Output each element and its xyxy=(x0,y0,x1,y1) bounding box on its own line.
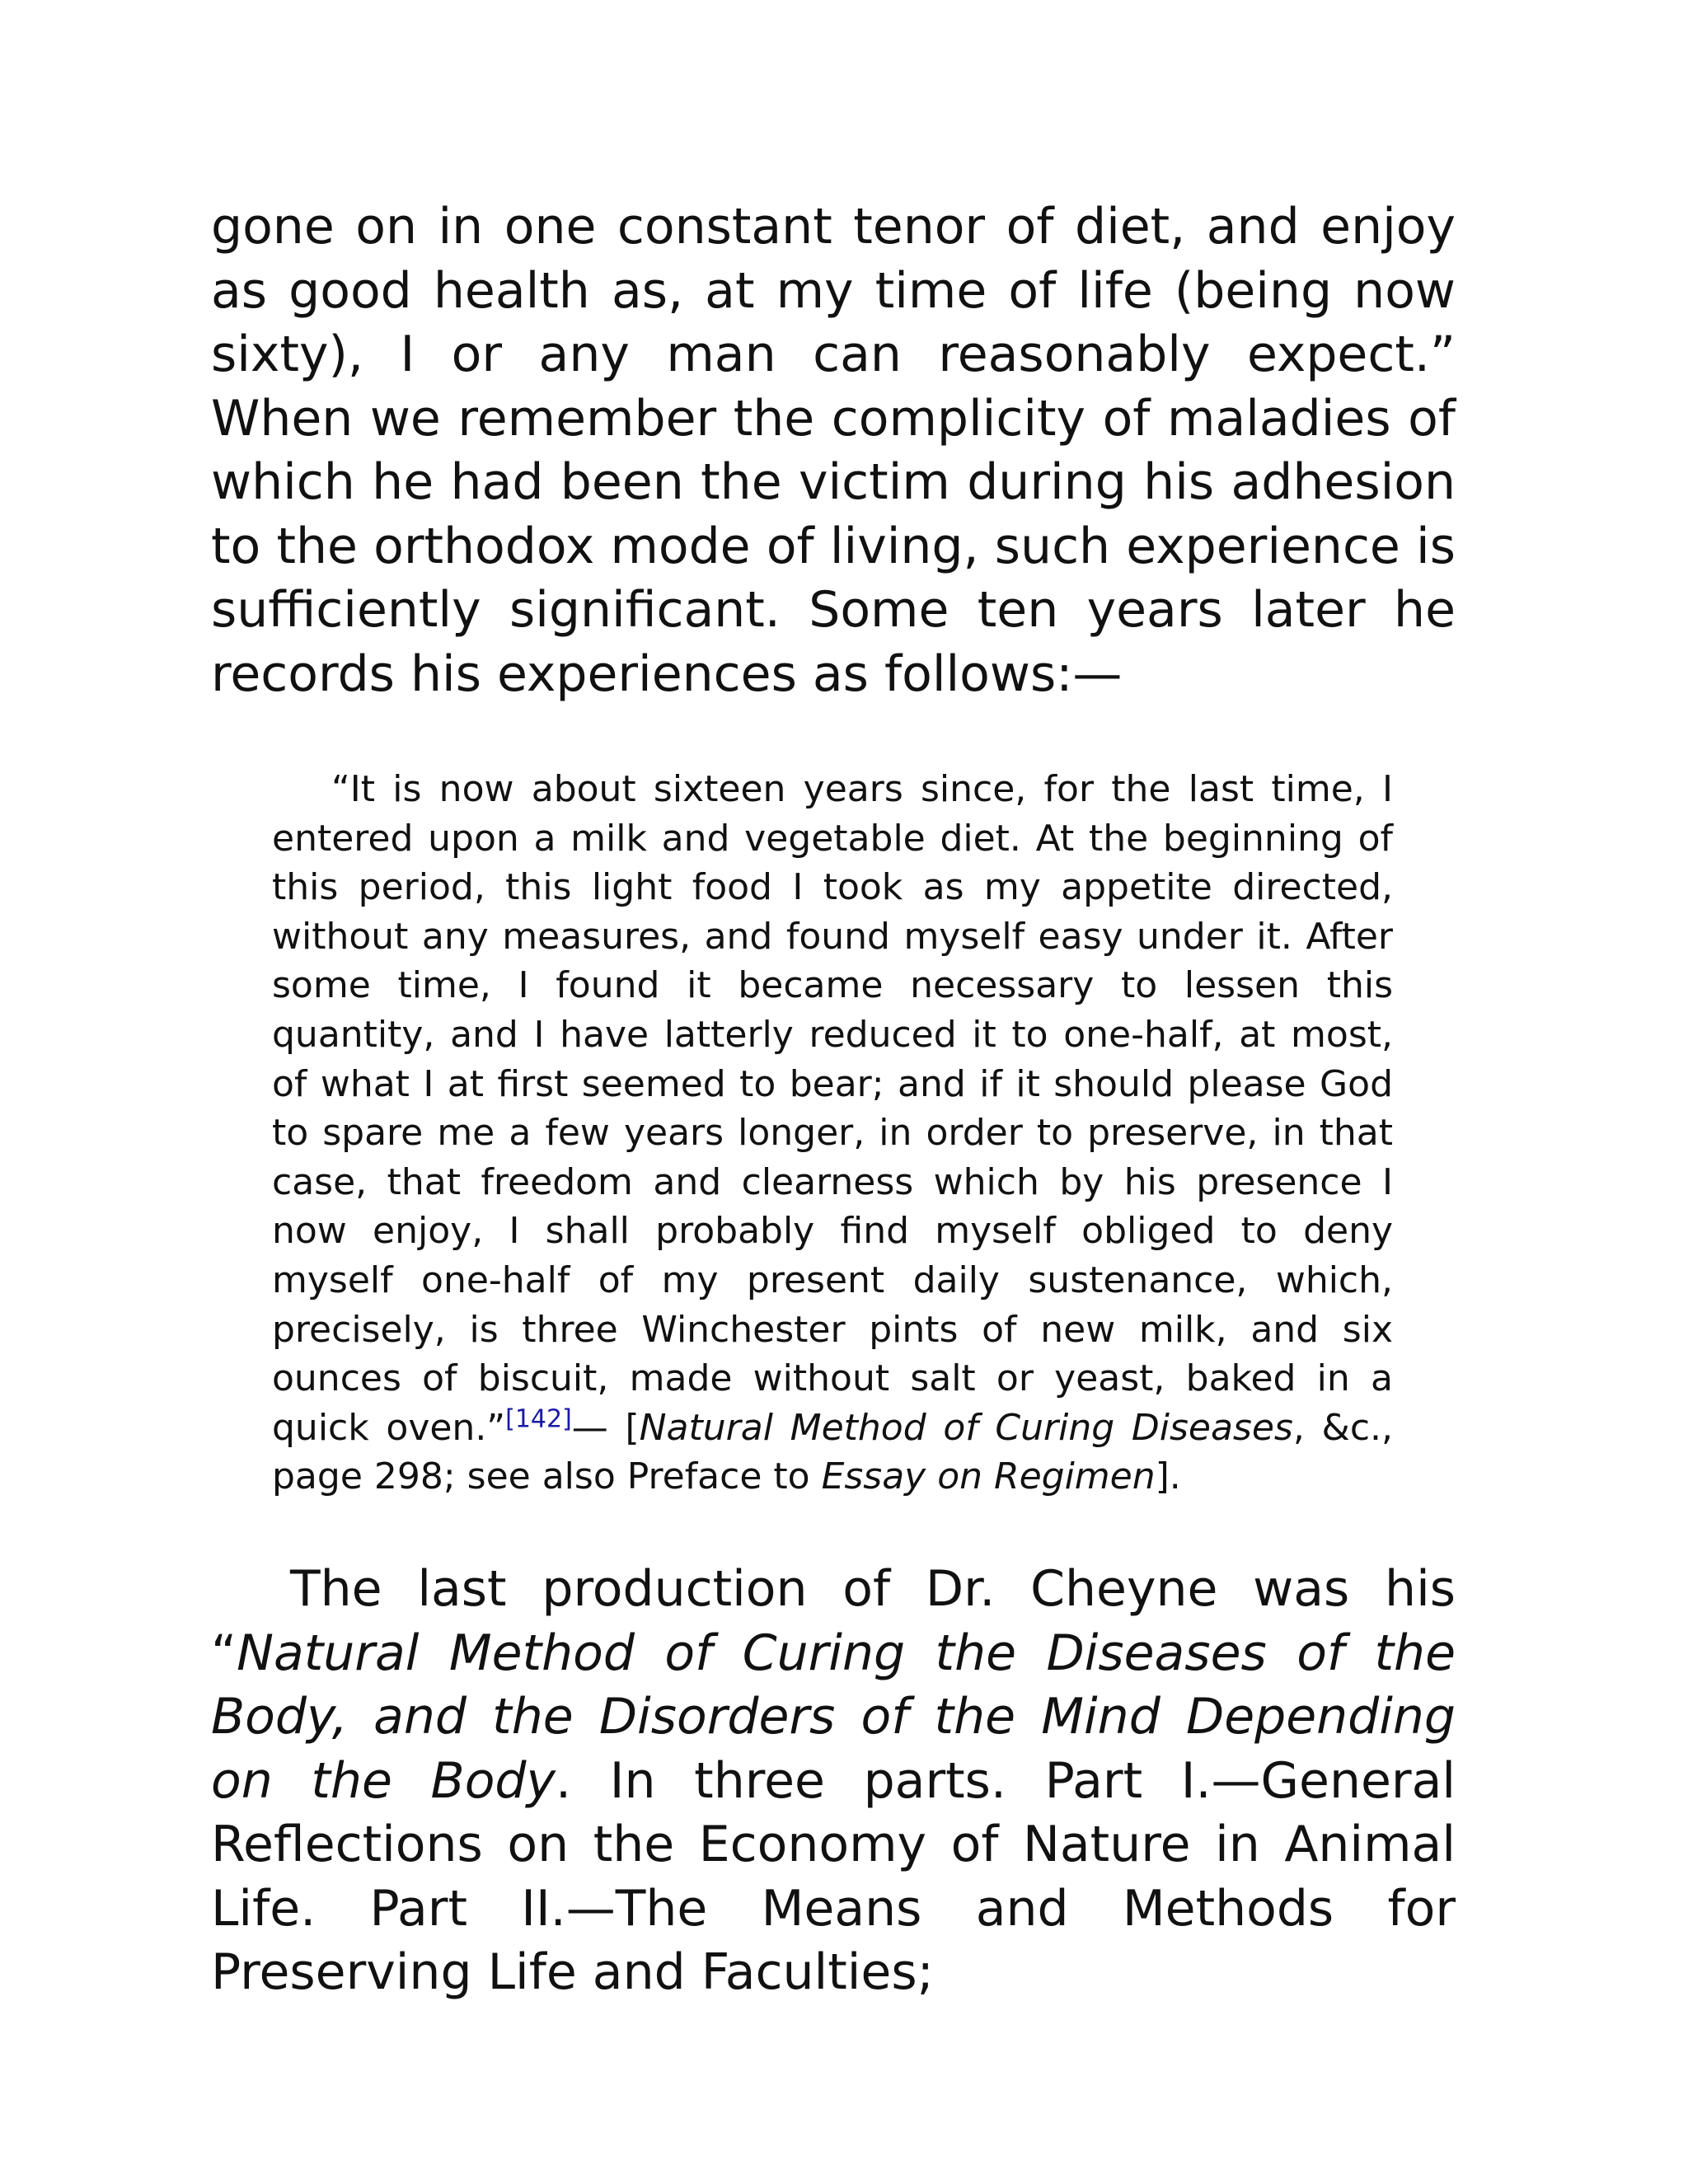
body-paragraph xyxy=(211,195,1456,706)
citation-close: ]. xyxy=(1155,1455,1181,1498)
paragraph-rest: . In three parts. Part I.—General Reflections on the Economy of Nature in Animal Life. Part II.—The Means and Methods for Preserving Life and Faculties; xyxy=(211,1751,1456,2001)
paragraph-text: gone on in one constant tenor of diet, and enjoy as good health as, at my time of life (being now sixty), I or any man can reasonably expect.” When we remember the complicity of maladies of which he had been the victim during his adhesion to the orthodox mode of living, such experience is sufficiently significant. Some ten years later he records his experiences as follows:— xyxy=(211,198,1456,703)
body-paragraph-2 xyxy=(211,1558,1456,2005)
book-title: Natural Method of Curing the Diseases of the Body, and the Disorders of the Mind Depending on the Body xyxy=(211,1624,1456,1810)
block-quote xyxy=(272,765,1393,1502)
footnote-link[interactable]: [142] xyxy=(505,1404,572,1434)
paragraph-lead: The last production of Dr. Cheyne was his “ xyxy=(211,1560,1456,1682)
quote-text: “It is now about sixteen years since, for the last time, I entered upon a milk and vegetable diet. At the beginning of this period, this light food I took as my appetite directed, without any measures, and found myself easy under it. After some time, I found it became necessary to lessen this quantity, and I have latterly reduced it to one-half, at most, of what I at first seemed to bear; and if it should please God to spare me a few years longer, in order to preserve, in that case, that freedom and clearness which by his presence I now enjoy, I shall probably find myself obliged to deny myself one-half of my present daily sustenance, which, precisely, is three Winchester pints of new milk, and six ounces of biscuit, made without salt or yeast, baked in a quick oven.” xyxy=(272,768,1393,1449)
citation-title: Natural Method of Curing Diseases xyxy=(639,1406,1293,1449)
citation-title-2: Essay on Regimen xyxy=(821,1455,1156,1498)
quote-dash: — xyxy=(571,1406,608,1449)
citation-middle: , &c., page 298; see also Preface to xyxy=(272,1406,1393,1498)
citation-open: [ xyxy=(625,1406,640,1449)
